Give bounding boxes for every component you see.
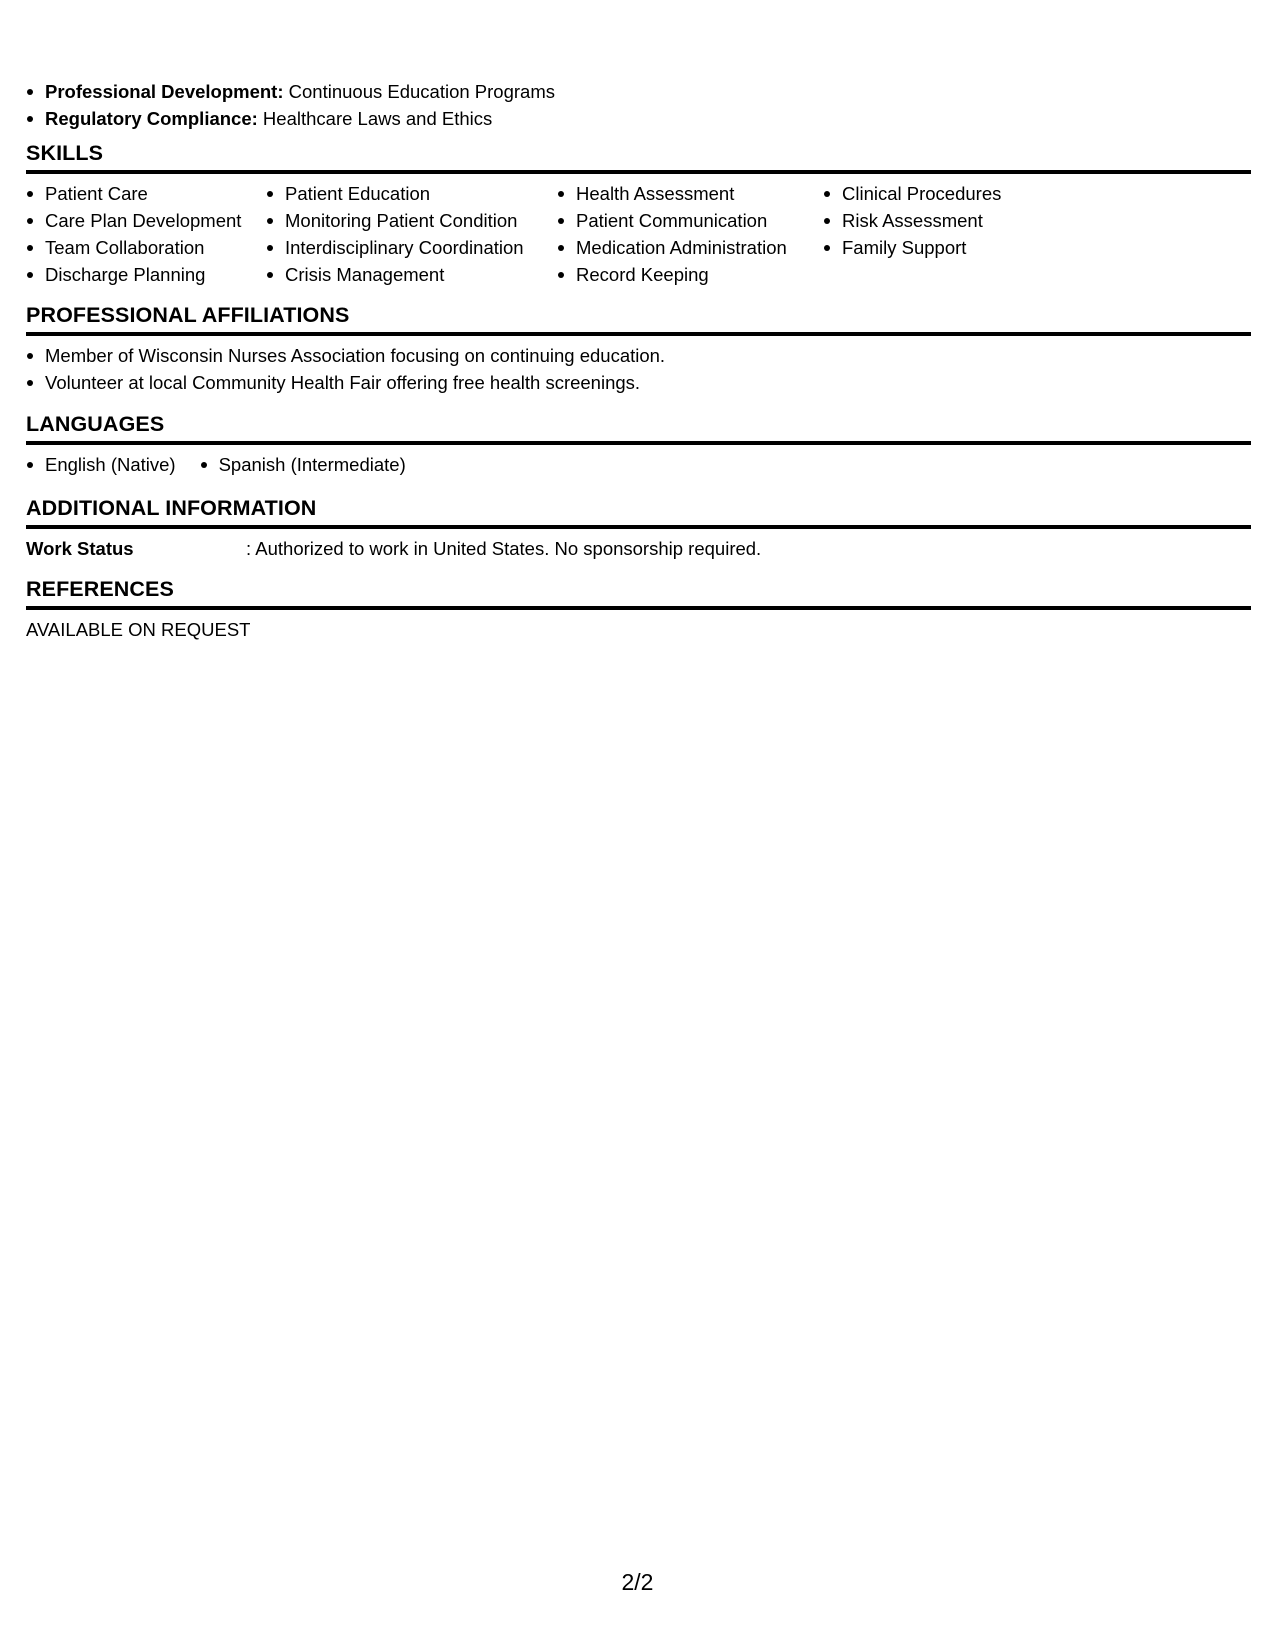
skill-item: Patient Care: [26, 180, 266, 207]
work-status-value: : Authorized to work in United States. No sponsorship required.: [246, 538, 762, 559]
skill-item: Clinical Procedures: [823, 180, 1083, 207]
language-item: Spanish (Intermediate): [200, 451, 406, 478]
references-text: AVAILABLE ON REQUEST: [26, 619, 251, 640]
skill-item: Interdisciplinary Coordination: [266, 234, 557, 261]
skill-item: Record Keeping: [557, 261, 823, 288]
skills-section: [26, 140, 1251, 288]
skill-item: Risk Assessment: [823, 207, 1083, 234]
item-text: Healthcare Laws and Ethics: [257, 108, 493, 129]
intro-list: [26, 78, 555, 132]
skills-column: [266, 180, 557, 288]
item-term: Regulatory Compliance:: [45, 108, 258, 129]
item-term: Professional Development:: [45, 81, 284, 102]
affiliations-section: [26, 302, 1251, 396]
skills-column: [823, 180, 1083, 288]
skill-item: Health Assessment: [557, 180, 823, 207]
section-title: LANGUAGES: [26, 411, 1251, 445]
skill-item: Discharge Planning: [26, 261, 266, 288]
skills-column: [26, 180, 266, 288]
skill-item: Patient Education: [266, 180, 557, 207]
skill-item: Crisis Management: [266, 261, 557, 288]
section-title: REFERENCES: [26, 576, 1251, 610]
list-item: [26, 105, 555, 132]
skills-grid: [26, 174, 1251, 288]
language-item: English (Native): [26, 451, 176, 478]
skills-column: [557, 180, 823, 288]
skill-item: Care Plan Development: [26, 207, 266, 234]
list-item: Member of Wisconsin Nurses Association focusing on continuing education.: [26, 342, 1251, 369]
skill-item: Medication Administration: [557, 234, 823, 261]
languages-list: [26, 445, 1251, 478]
section-title: PROFESSIONAL AFFILIATIONS: [26, 302, 1251, 336]
languages-section: [26, 411, 1251, 478]
skill-item: Team Collaboration: [26, 234, 266, 261]
page-number: 2/2: [621, 1569, 654, 1595]
skill-item: Monitoring Patient Condition: [266, 207, 557, 234]
section-title: ADDITIONAL INFORMATION: [26, 495, 1251, 529]
skill-item: Family Support: [823, 234, 1083, 261]
section-title: SKILLS: [26, 140, 1251, 174]
additional-information-section: [26, 495, 1251, 562]
affiliations-list: [26, 336, 1251, 396]
item-text: Continuous Education Programs: [283, 81, 555, 102]
work-status-row: [26, 529, 1251, 562]
list-item: [26, 78, 555, 105]
references-section: [26, 576, 1251, 643]
work-status-label: Work Status: [26, 538, 134, 559]
skill-item: Patient Communication: [557, 207, 823, 234]
list-item: Volunteer at local Community Health Fair offering free health screenings.: [26, 369, 1251, 396]
